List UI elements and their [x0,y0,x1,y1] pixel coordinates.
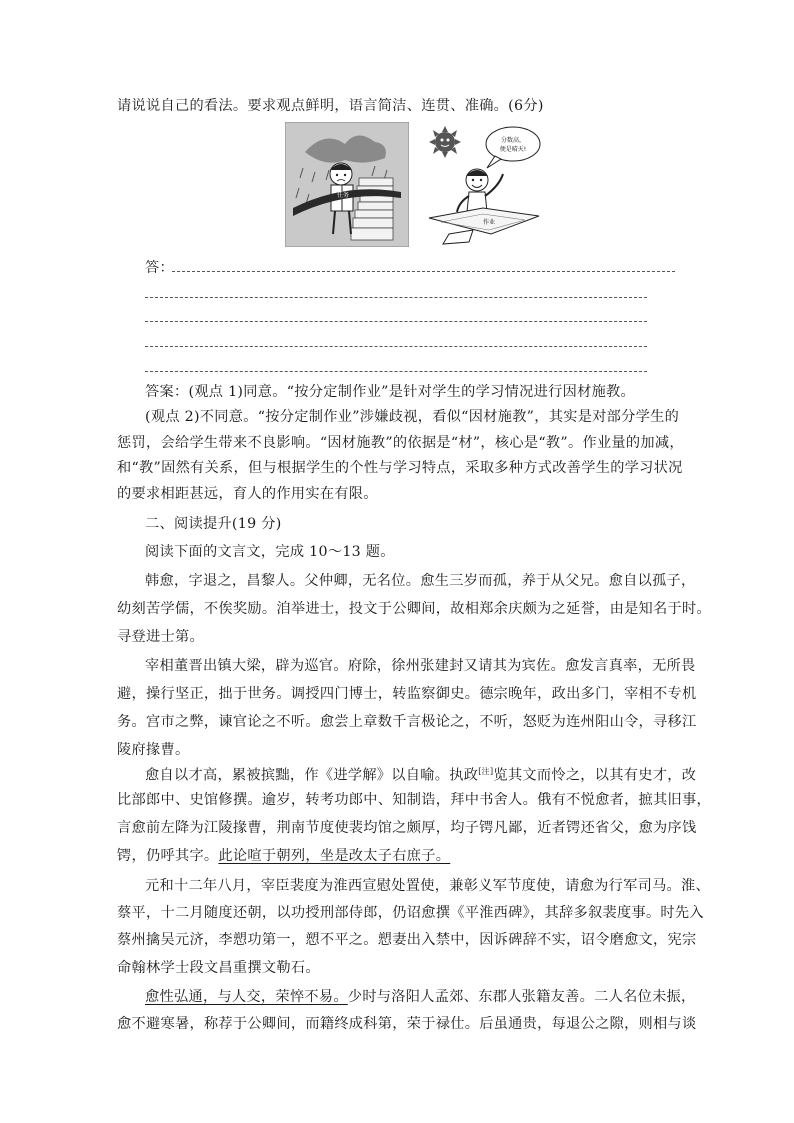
passage-p2-line2: 避，操行坚正，拙于世务。调授四门博士，转监察御史。德宗晚年，政出多门，宰相不专机 [117,686,697,702]
answer-prompt: 答： [145,260,174,276]
passage-p4-line2: 蔡平，十二月随度还朝，以功授刑部侍郎，仍诏愈撰《平淮西碑》，其辞多叙裴度事。时先入 [117,905,704,921]
answer-p2-line3: 和“教”固然有关系，但与根据学生的个性与学习特点，采取多种方式改善学生的学习状况 [117,460,683,476]
underlined-sentence-1: 此论喧于朝列，坐是改太子右庶子。 [218,848,451,864]
intro-text: 请说说自己的看法。要求观点鲜明，语言简洁、连贯、准确。(6分) [117,98,544,114]
answer-line-3[interactable] [145,321,647,322]
section-instruction: 阅读下面的文言文，完成 10～13 题。 [145,544,395,560]
answer-p2-line1: (观点 2)不同意。“按分定制作业”涉嫌歧视，看似“因材施教”，其实是对部分学生的 [145,409,680,425]
passage-p1-line3: 寻登进士第。 [117,629,204,645]
right-paper-label: 作业 [482,219,496,226]
passage-p5-line1 [145,987,696,1007]
answer-line-2[interactable] [145,297,647,298]
passage-p2-line3: 务。宫市之弊，谏官论之不听。愈尝上章数千言极论之，不听，怒贬为连州阳山令，寻移江 [117,714,697,730]
passage-p3-line4 [117,846,450,866]
passage-p5-line2: 愈不避寒暑，称荐于公卿间，而籍终成科第，荣于禄仕。后虽通贵，每退公之隙，则相与谈 [117,1016,697,1032]
right-bubble-line1: 分数高， [500,137,526,144]
passage-p4-line4: 命翰林学士段文昌重撰文勒石。 [117,960,320,976]
passage-p3-line3: 言愈前左降为江陵掾曹，荆南节度使裴均馆之颇厚，均子锷凡鄙，近者锷还省父，愈为序饯 [117,820,697,836]
footnote-marker: [注] [478,767,494,776]
answer-line-4[interactable] [145,346,647,347]
underlined-sentence-2: 愈性弘通，与人交，荣悴不易。 [145,989,348,1005]
passage-p4-line1: 元和十二年八月，宰臣裴度为淮西宣慰处置使，兼彰义军节度使，请愈为行军司马。淮、 [145,878,711,894]
passage-p3-line1 [145,762,696,786]
passage-p4-line3: 蔡州擒吴元济，李愬功第一，愬不平之。愬妻出入禁中，因诉碑辞不实，诏令磨愈文，宪宗 [117,932,697,948]
right-bubble-line2: 便是晴天! [499,146,527,153]
answer-p2-line4: 的要求相距甚远，育人的作用实在有限。 [117,486,378,502]
answer-line-5[interactable] [145,371,647,372]
passage-p3-line4-a: 锷，仍呼其字。 [117,848,219,864]
passage-p3-line2: 比部郎中、史馆修撰。逾岁，转考功郎中、知制诰，拜中书舍人。俄有不悦愈者，摭其旧事， [117,792,711,808]
passage-p3-line1-a: 愈自以才高，累被摈黜，作《进学解》以自喻。执政 [145,767,479,784]
passage-p1-line2: 幼刻苦学儒，不俟奖励。洎举进士，投文于公卿间，故相郑余庆颇为之延誉，由是知名于时。 [117,601,711,617]
answer-line-1[interactable] [172,271,675,272]
section-title: 二、阅读提升(19 分) [145,516,282,532]
cartoon-left-image [285,122,409,247]
passage-p2-line1: 宰相董晋出镇大梁，辟为巡官。府除，徐州张建封又请其为宾佐。愈发言真率，无所畏 [145,658,696,674]
answer-p1: 答案：(观点 1)同意。“按分定制作业”是针对学生的学习情况进行因材施教。 [145,384,636,400]
passage-p2-line4: 陵府掾曹。 [117,742,190,758]
left-image-label: 任务 [336,192,350,199]
answer-p2-line2: 惩罚，会给学生带来不良影响。“因材施教”的依据是“材”，核心是“教”。作业量的加减， [117,435,684,451]
passage-p3-line1-b: 览其文而怜之，以其有史才，改 [493,767,697,784]
passage-p5-line1-b: 少时与洛阳人孟郊、东郡人张籍友善。二人名位未振， [347,989,696,1005]
passage-p1-line1: 韩愈，字退之，昌黎人。父仲卿，无名位。愈生三岁而孤，养于从父兄。愈自以孤子， [145,573,696,589]
cartoon-right-image [421,122,547,247]
